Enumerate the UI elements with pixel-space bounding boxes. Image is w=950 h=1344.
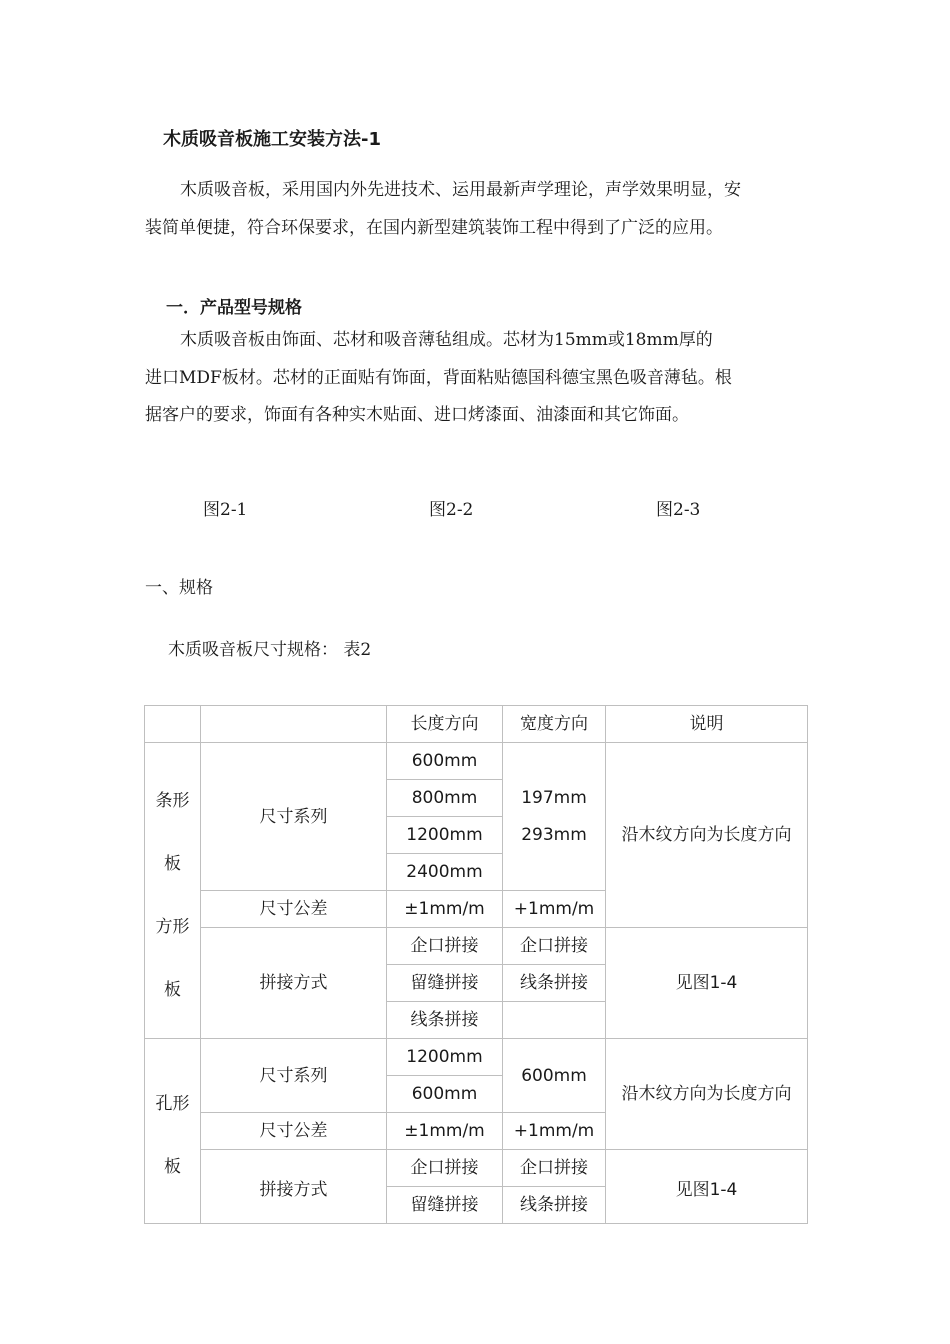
table-row <box>145 706 808 743</box>
length-value: 800mm <box>387 780 503 817</box>
direction-note: 沿木纹方向为长度方向 <box>606 1039 808 1150</box>
group-label-perforated: 孔形 板 <box>145 1039 201 1224</box>
length-value: 600mm <box>387 1076 503 1113</box>
figure-caption-1: 图2-1 <box>203 500 248 520</box>
header-cell-width: 宽度方向 <box>503 706 606 743</box>
width-value: 600mm <box>503 1039 606 1113</box>
width-values: 197mm 293mm <box>503 743 606 891</box>
joint-width-value: 企口拼接 <box>503 928 606 965</box>
intro-line-2: 装简单便捷，符合环保要求，在国内新型建筑装饰工程中得到了广泛的应用。 <box>145 217 723 238</box>
length-value: 2400mm <box>387 854 503 891</box>
tolerance-width: +1mm/m <box>503 1113 606 1150</box>
spec-table <box>144 705 808 1224</box>
joint-note: 见图1-4 <box>606 1150 808 1224</box>
size-series-label: 尺寸系列 <box>201 743 387 891</box>
section-heading-specs: 一、规格 <box>145 578 213 598</box>
joint-length-value: 企口拼接 <box>387 1150 503 1187</box>
joint-width-value: 线条拼接 <box>503 965 606 1002</box>
tolerance-length: ±1mm/m <box>387 891 503 928</box>
spec-line-3: 据客户的要求，饰面有各种实木贴面、进口烤漆面、油漆面和其它饰面。 <box>145 405 689 425</box>
size-series-label: 尺寸系列 <box>201 1039 387 1113</box>
direction-note: 沿木纹方向为长度方向 <box>606 743 808 928</box>
intro-paragraph <box>145 172 810 247</box>
section-heading-product-spec: 一．产品型号规格 <box>166 298 302 318</box>
tolerance-width: +1mm/m <box>503 891 606 928</box>
joint-length-value: 企口拼接 <box>387 928 503 965</box>
joint-length-value: 线条拼接 <box>387 1002 503 1039</box>
joint-width-value: 线条拼接 <box>503 1187 606 1224</box>
spec-line-2: 进口MDF板材。芯材的正面贴有饰面，背面粘贴德国科德宝黑色吸音薄毡。根 <box>145 367 732 388</box>
joint-width-empty <box>503 1002 606 1039</box>
joint-length-value: 留缝拼接 <box>387 965 503 1002</box>
group-label-strip-square: 条形 板 方形 板 <box>145 743 201 1039</box>
table-row <box>145 928 808 965</box>
figure-caption-3: 图2-3 <box>656 500 701 520</box>
header-cell-empty-2 <box>201 706 387 743</box>
header-cell-note: 说明 <box>606 706 808 743</box>
table-row <box>145 1039 808 1076</box>
table-caption: 木质吸音板尺寸规格： 表2 <box>168 640 372 660</box>
spec-line-1: 木质吸音板由饰面、芯材和吸音薄毡组成。芯材为15mm或18mm厚的 <box>180 330 713 350</box>
joint-length-value: 留缝拼接 <box>387 1187 503 1224</box>
joint-note: 见图1-4 <box>606 928 808 1039</box>
figure-caption-2: 图2-2 <box>429 500 474 520</box>
joint-method-label: 拼接方式 <box>201 928 387 1039</box>
length-value: 1200mm <box>387 817 503 854</box>
intro-line-1: 木质吸音板，采用国内外先进技术、运用最新声学理论，声学效果明显，安 <box>180 180 741 200</box>
product-spec-paragraph <box>145 322 810 435</box>
header-cell-length: 长度方向 <box>387 706 503 743</box>
table-row <box>145 743 808 780</box>
joint-width-value: 企口拼接 <box>503 1150 606 1187</box>
document-title: 木质吸音板施工安装方法-1 <box>163 129 381 150</box>
tolerance-length: ±1mm/m <box>387 1113 503 1150</box>
length-value: 1200mm <box>387 1039 503 1076</box>
tolerance-label: 尺寸公差 <box>201 891 387 928</box>
tolerance-label: 尺寸公差 <box>201 1113 387 1150</box>
length-value: 600mm <box>387 743 503 780</box>
table-row <box>145 1150 808 1187</box>
joint-method-label: 拼接方式 <box>201 1150 387 1224</box>
header-cell-empty-1 <box>145 706 201 743</box>
